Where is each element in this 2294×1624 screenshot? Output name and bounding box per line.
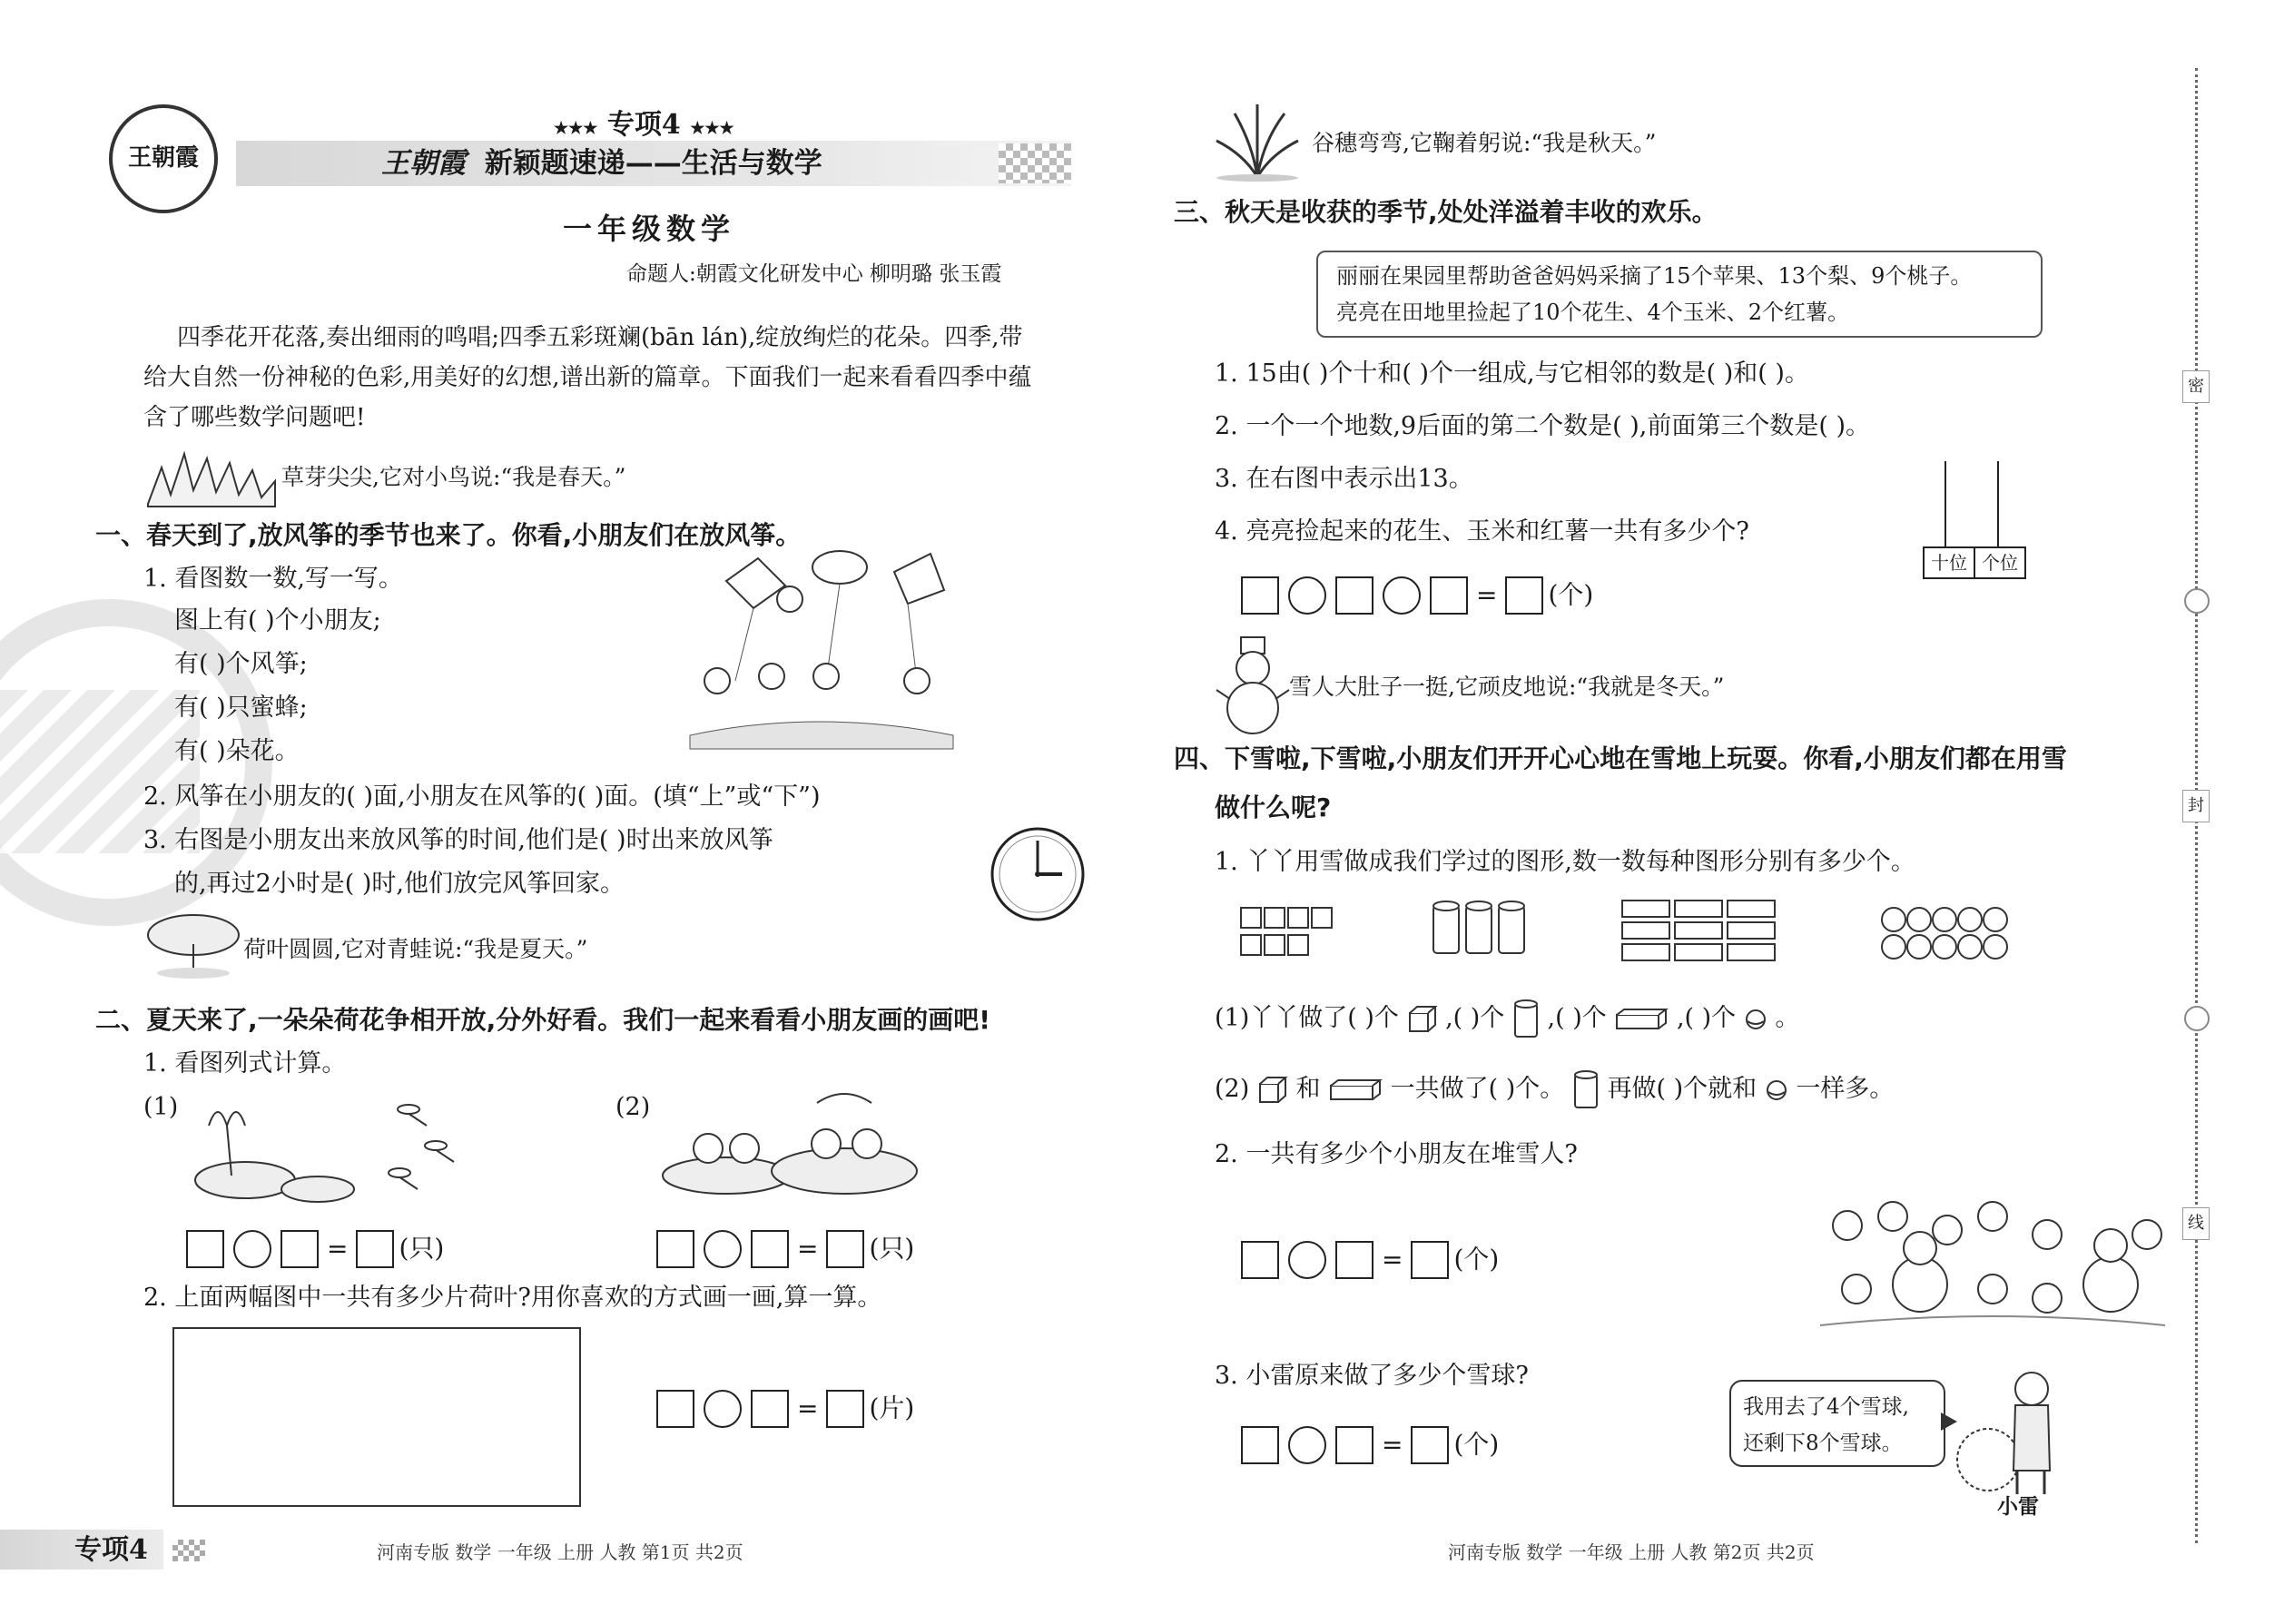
section4-sub2 — [1215, 1068, 1894, 1111]
unit-label: (个) — [1453, 1244, 1500, 1275]
equals-sign: = — [1476, 579, 1498, 610]
answer-box[interactable] — [826, 1230, 864, 1268]
winter-caption: 雪人大肚子一挺,它顽皮地说:“我就是冬天。” — [1289, 674, 1725, 700]
answer-box[interactable] — [656, 1390, 694, 1428]
cuboid-icon — [1614, 1008, 1669, 1031]
xiaolei-illustration — [1943, 1362, 2070, 1498]
abacus-tens-label: 十位 — [1925, 548, 1975, 577]
operator-circle[interactable] — [1288, 576, 1326, 615]
equals-sign: = — [797, 1233, 819, 1264]
section2-q1: 1. 看图列式计算。 — [143, 1049, 347, 1078]
section2-title: 二、夏天来了,一朵朵荷花争相开放,分外好看。我们一起来看看小朋友画的画吧! — [95, 1005, 991, 1035]
binding-mark-1 — [2182, 370, 2210, 403]
info-line-2: 亮亮在田地里捡起了10个花生、4个玉米、2个红薯。 — [1336, 300, 1850, 325]
answer-box[interactable] — [281, 1230, 319, 1268]
section4-equation-3 — [1236, 1422, 1499, 1467]
intro-line-2: 给大自然一份神秘的色彩,用美好的幻想,谱出新的篇章。下面我们一起来看看四季中蕴 — [143, 364, 1032, 391]
operator-circle[interactable] — [704, 1390, 742, 1428]
answer-box[interactable] — [1241, 576, 1279, 615]
section1-q1: 1. 看图数一数,写一写。 — [143, 565, 403, 593]
sub2-text-c: 一共做了( )个。 — [1390, 1075, 1565, 1103]
kite-scene-illustration — [672, 545, 962, 753]
answer-box[interactable] — [826, 1390, 864, 1428]
section3-q2: 2. 一个一个地数,9后面的第二个数是( ),前面第三个数是( )。 — [1215, 412, 1870, 440]
section2-equation-3 — [652, 1385, 914, 1431]
frog-lotus-illustration — [654, 1085, 926, 1203]
spheres-group — [1879, 903, 2015, 967]
section2-label-2: (2) — [615, 1093, 651, 1121]
section1-q1-line1: 图上有( )个小朋友; — [174, 606, 381, 635]
brand-name: 王朝霞 — [381, 147, 466, 180]
info-line-1: 丽丽在果园里帮助爸爸妈妈采摘了15个苹果、13个梨、9个桃子。 — [1336, 263, 1973, 289]
series-label-text: 专项4 — [606, 109, 681, 141]
stars-left: ★★★ — [554, 119, 598, 138]
unit-label: (个) — [1453, 1429, 1500, 1460]
section4-sub1 — [1215, 997, 1799, 1040]
section2-equation-2 — [652, 1225, 914, 1271]
answer-box[interactable] — [1411, 1241, 1449, 1279]
unit-label: (只) — [399, 1233, 445, 1264]
intro-line-3: 含了哪些数学问题吧! — [143, 404, 366, 431]
binding-mark-1-text: 密 — [2188, 377, 2204, 396]
sub2-text-e: 一样多。 — [1796, 1075, 1895, 1103]
abacus-rod-tens — [1944, 461, 1946, 548]
answer-box[interactable] — [1241, 1241, 1279, 1279]
operator-circle[interactable] — [1288, 1241, 1326, 1279]
section3-q1: 1. 15由( )个十和( )个一组成,与它相邻的数是( )和( )。 — [1215, 359, 1809, 388]
binding-knot-2 — [2184, 1006, 2210, 1031]
answer-box[interactable] — [751, 1230, 789, 1268]
cylinder-icon — [1512, 999, 1540, 1040]
lotus-leaf-illustration — [143, 908, 243, 980]
operator-circle[interactable] — [1383, 576, 1421, 615]
section4-q3: 3. 小雷原来做了多少个雪球? — [1215, 1362, 1529, 1390]
spring-caption: 草芽尖尖,它对小鸟说:“我是春天。” — [281, 464, 626, 490]
binding-knot-1 — [2184, 588, 2210, 614]
character-name: 小雷 — [1997, 1494, 2039, 1519]
series-label — [554, 107, 734, 147]
section2-q2: 2. 上面两幅图中一共有多少片荷叶?用你喜欢的方式画一画,算一算。 — [143, 1284, 882, 1312]
answer-box[interactable] — [1335, 1241, 1373, 1279]
sub1-text-a: (1)丫丫做了( )个 — [1215, 1004, 1399, 1032]
equals-sign: = — [1382, 1244, 1403, 1275]
equals-sign: = — [797, 1393, 819, 1423]
subtitle: 一年级数学 — [563, 212, 736, 246]
wheat-illustration — [1207, 100, 1307, 182]
cubes-group — [1239, 899, 1339, 962]
sphere-icon — [1744, 1008, 1767, 1031]
bubble-line-1: 我用去了4个雪球, — [1743, 1395, 1909, 1419]
cube-icon — [1407, 1004, 1438, 1035]
section2-equation-1 — [182, 1225, 444, 1271]
sub1-text-c: ,( )个 — [1547, 1004, 1607, 1032]
sub2-text-a: (2) — [1215, 1075, 1250, 1103]
kids-building-snowman-illustration — [1820, 1180, 2165, 1334]
sub1-text-d: ,( )个 — [1676, 1004, 1737, 1032]
unit-label: (个) — [1548, 579, 1594, 610]
snowman-illustration — [1212, 635, 1294, 735]
intro-line-1: 四季花开花落,奏出细雨的鸣唱;四季五彩斑斓(bān lán),绽放绚烂的花朵。四季,带 — [177, 324, 1023, 351]
answer-box[interactable] — [356, 1230, 394, 1268]
lotus-dragonfly-illustration — [182, 1089, 481, 1207]
header-title — [381, 145, 822, 182]
footer-checker — [172, 1540, 205, 1561]
cuboids-group — [1620, 897, 1784, 969]
answer-box[interactable] — [1505, 576, 1543, 615]
binding-mark-3-text: 线 — [2188, 1214, 2204, 1233]
answer-box[interactable] — [1430, 576, 1468, 615]
authors: 命题人:朝霞文化研发中心 柳明璐 张玉霞 — [626, 262, 1002, 286]
sphere-icon — [1765, 1078, 1788, 1102]
footer-right: 河南专版 数学 一年级 上册 人教 第2页 共2页 — [1448, 1541, 1815, 1563]
equals-sign: = — [327, 1233, 349, 1264]
drawing-area[interactable] — [172, 1327, 581, 1507]
bubble-line-2: 还剩下8个雪球。 — [1743, 1432, 1903, 1455]
cuboid-icon — [1328, 1078, 1383, 1102]
answer-box[interactable] — [1335, 1426, 1373, 1464]
answer-box[interactable] — [1411, 1426, 1449, 1464]
equals-sign: = — [1382, 1429, 1403, 1460]
binding-mark-2-text: 封 — [2188, 796, 2204, 815]
autumn-caption: 谷穗弯弯,它鞠着躬说:“我是秋天。” — [1312, 130, 1657, 156]
answer-box[interactable] — [1335, 576, 1373, 615]
abacus-ones-label: 个位 — [1982, 552, 2018, 574]
section3-q3: 3. 在右图中表示出13。 — [1215, 465, 1473, 493]
section3-q4: 4. 亮亮捡起来的花生、玉米和红薯一共有多少个? — [1215, 517, 1749, 546]
section1-q3-line1: 3. 右图是小朋友出来放风筝的时间,他们是( )时出来放风筝 — [143, 826, 773, 854]
unit-label: (只) — [869, 1233, 915, 1264]
section1-q3-line2: 的,再过2小时是( )时,他们放完风筝回家。 — [174, 870, 625, 898]
sub1-text-b: ,( )个 — [1445, 1004, 1505, 1032]
footer-left: 河南专版 数学 一年级 上册 人教 第1页 共2页 — [377, 1541, 743, 1563]
section4-title-line1: 四、下雪啦,下雪啦,小朋友们开开心心地在雪地上玩耍。你看,小朋友们都在用雪 — [1174, 743, 2067, 773]
section3-title: 三、秋天是收获的季节,处处洋溢着丰收的欢乐。 — [1174, 197, 1718, 227]
answer-box[interactable] — [656, 1230, 694, 1268]
header-checker — [999, 143, 1071, 183]
section1-title: 一、春天到了,放风筝的季节也来了。你看,小朋友们在放风筝。 — [95, 520, 802, 550]
abacus-base — [1923, 546, 2026, 579]
section3-equation — [1236, 572, 1593, 617]
section4-q2: 2. 一共有多少个小朋友在堆雪人? — [1215, 1140, 1578, 1168]
page-title: 新颖题速递——生活与数学 — [484, 147, 822, 180]
logo-text: 王朝霞 — [127, 144, 199, 172]
operator-circle[interactable] — [233, 1230, 271, 1268]
section1-q1-line3: 有( )只蜜蜂; — [174, 694, 308, 722]
cylinders-group — [1430, 899, 1530, 962]
answer-box[interactable] — [186, 1230, 224, 1268]
answer-box[interactable] — [1241, 1426, 1279, 1464]
answer-box[interactable] — [751, 1390, 789, 1428]
operator-circle[interactable] — [704, 1230, 742, 1268]
section4-title-line2: 做什么呢? — [1215, 792, 1332, 822]
section1-q2: 2. 风筝在小朋友的( )面,小朋友在风筝的( )面。(填“上”或“下”) — [143, 782, 821, 811]
unit-label: (片) — [869, 1393, 915, 1423]
operator-circle[interactable] — [1288, 1426, 1326, 1464]
section2-label-1: (1) — [143, 1093, 179, 1121]
grass-illustration — [143, 445, 280, 508]
summer-caption: 荷叶圆圆,它对青蛙说:“我是夏天。” — [243, 936, 588, 962]
section4-equation-2 — [1236, 1236, 1499, 1282]
logo-badge — [109, 104, 218, 213]
binding-mark-2 — [2182, 790, 2210, 822]
cube-icon — [1257, 1075, 1288, 1106]
clock-icon — [988, 824, 1088, 924]
abacus-rod-ones — [1997, 461, 1999, 548]
sub2-text-b: 和 — [1295, 1075, 1321, 1103]
footer-badge: 专项4 — [74, 1534, 148, 1566]
section1-q1-line2: 有( )个风筝; — [174, 650, 308, 678]
cylinder-icon — [1572, 1069, 1600, 1111]
stars-right: ★★★ — [690, 119, 734, 138]
section1-q1-line4: 有( )朵花。 — [174, 737, 300, 765]
binding-mark-3 — [2182, 1207, 2210, 1240]
sub1-end: 。 — [1775, 1004, 1800, 1032]
sub2-text-d: 再做( )个就和 — [1607, 1075, 1757, 1103]
section4-q1: 1. 丫丫用雪做成我们学过的图形,数一数每种图形分别有多少个。 — [1215, 848, 1915, 876]
